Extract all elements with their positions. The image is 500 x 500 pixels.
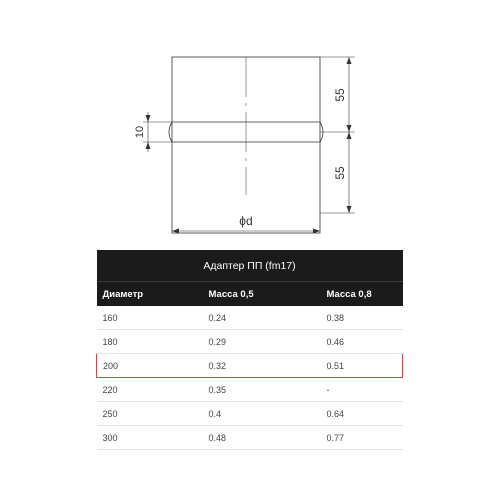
table-row-highlighted (97, 354, 403, 378)
cell-mass-05: 0.24 (203, 306, 321, 330)
cell-mass-05: 0.35 (203, 378, 321, 402)
cell-diameter: 300 (97, 426, 203, 450)
arrow-bottom-down (347, 206, 352, 213)
column-header-mass-05: Масса 0,5 (203, 282, 321, 307)
cell-mass-08: 0.77 (321, 426, 403, 450)
cell-mass-05: 0.32 (203, 354, 321, 378)
arrow-left-top (146, 115, 151, 122)
arrow-mid-up (347, 132, 352, 139)
table-caption: Адаптер ПП (fm17) (97, 250, 403, 282)
cell-mass-05: 0.48 (203, 426, 321, 450)
table-row (97, 306, 403, 330)
cell-diameter: 220 (97, 378, 203, 402)
table-row (97, 402, 403, 426)
cell-mass-05: 0.29 (203, 330, 321, 354)
table-row (97, 426, 403, 450)
cell-diameter: 200 (97, 354, 203, 378)
table-row (97, 378, 403, 402)
column-header-mass-08: Масса 0,8 (321, 282, 403, 307)
dim-label-top: 55 (333, 88, 347, 102)
arrow-mid-down (347, 125, 352, 132)
column-header-diameter: Диаметр (97, 282, 203, 307)
cell-mass-08: 0.51 (321, 354, 403, 378)
cell-mass-08: 0.38 (321, 306, 403, 330)
groove-left-notch (169, 122, 172, 142)
table-caption-row (97, 250, 403, 282)
arrow-top-up (347, 57, 352, 64)
cell-diameter: 160 (97, 306, 203, 330)
dim-label-bottom: 55 (333, 166, 347, 180)
spec-table (96, 250, 403, 450)
cell-mass-08: 0.64 (321, 402, 403, 426)
cell-diameter: 250 (97, 402, 203, 426)
cell-diameter: 180 (97, 330, 203, 354)
cell-mass-05: 0.4 (203, 402, 321, 426)
table-header-row (97, 282, 403, 307)
dim-label-diameter: ϕd (239, 214, 253, 228)
cell-mass-08: - (321, 378, 403, 402)
table-row (97, 330, 403, 354)
arrow-left-bottom (146, 142, 151, 149)
dim-label-gap: 10 (134, 125, 146, 139)
cell-mass-08: 0.46 (321, 330, 403, 354)
